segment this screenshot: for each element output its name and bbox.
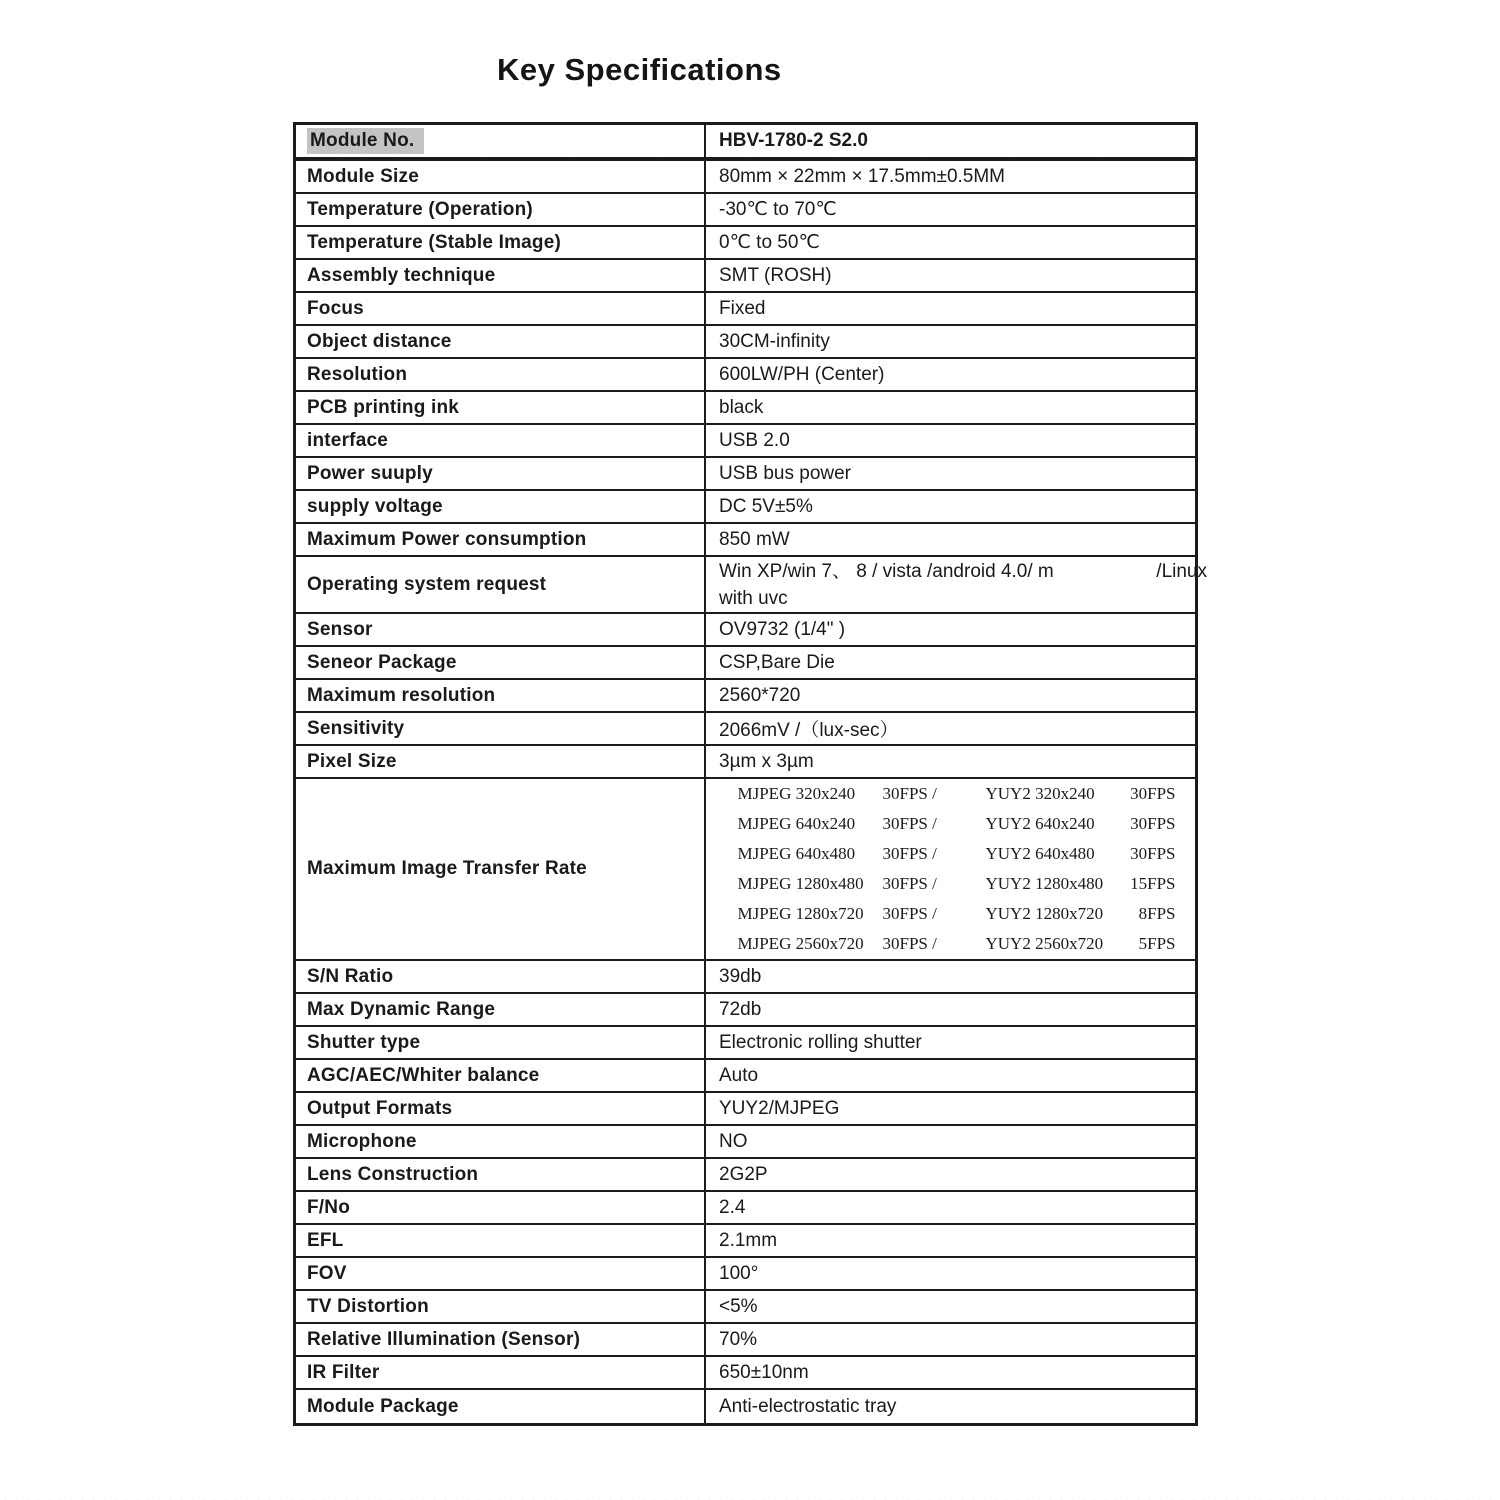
spec-row-interface xyxy=(296,425,1195,458)
spec-row-power-supply xyxy=(296,458,1195,491)
spec-label: IR Filter xyxy=(296,1357,706,1388)
spec-label: Object distance xyxy=(296,326,706,357)
spec-label: Resolution xyxy=(296,359,706,390)
spec-label: Maximum Power consumption xyxy=(296,524,706,555)
spec-value: SMT (ROSH) xyxy=(719,264,832,286)
spec-value: 0℃ to 50℃ xyxy=(719,232,820,253)
spec-label: Shutter type xyxy=(296,1027,706,1058)
spec-value: DC 5V±5% xyxy=(719,495,813,517)
spec-row-os-request xyxy=(296,557,1207,614)
spec-row-max-power xyxy=(296,524,1195,557)
spec-row-shutter-type xyxy=(296,1027,1195,1060)
spec-label: S/N Ratio xyxy=(296,961,706,992)
os-value-line1: Win XP/win 7、 8 / vista /android 4.0/ m /Linux xyxy=(719,560,1207,582)
spec-row-dynamic-range xyxy=(296,994,1195,1027)
spec-value: Electronic rolling shutter xyxy=(719,1031,922,1053)
spec-label: Assembly technique xyxy=(296,260,706,291)
spec-label: supply voltage xyxy=(296,491,706,522)
spec-label: FOV xyxy=(296,1258,706,1289)
spec-value: 3µm x 3µm xyxy=(719,750,814,772)
spec-label xyxy=(296,125,706,157)
spec-row-object-distance xyxy=(296,326,1195,359)
spec-value: -30℃ to 70℃ xyxy=(719,199,837,220)
spec-label: Lens Construction xyxy=(296,1159,706,1190)
spec-row-transfer-rate xyxy=(296,779,1195,961)
spec-label: Power suuply xyxy=(296,458,706,489)
spec-label: PCB printing ink xyxy=(296,392,706,423)
spec-row-tv-distortion xyxy=(296,1291,1195,1324)
spec-value: 100° xyxy=(719,1262,759,1284)
spec-value: <5% xyxy=(719,1295,758,1317)
spec-value: 2.1mm xyxy=(719,1229,778,1251)
spec-row-pixel-size xyxy=(296,746,1195,779)
spec-value: Fixed xyxy=(719,297,766,319)
spec-value: 70% xyxy=(719,1328,758,1350)
spec-value: 2066mV /（lux-sec） xyxy=(719,720,899,741)
spec-label: Sensor xyxy=(296,614,706,645)
spec-value: 2G2P xyxy=(719,1163,768,1185)
spec-label: TV Distortion xyxy=(296,1291,706,1322)
spec-label: interface xyxy=(296,425,706,456)
spec-value: USB 2.0 xyxy=(719,429,790,451)
spec-label: F/No xyxy=(296,1192,706,1223)
spec-label: Max Dynamic Range xyxy=(296,994,706,1025)
spec-row-fov xyxy=(296,1258,1195,1291)
spec-row-sn-ratio xyxy=(296,961,1195,994)
spec-label: Microphone xyxy=(296,1126,706,1157)
spec-value: CSP,Bare Die xyxy=(719,651,835,673)
transfer-rate-line: MJPEG 640x240 30FPS / YUY2 640x240 30FPS xyxy=(737,814,1176,833)
transfer-rate-line: MJPEG 320x240 30FPS / YUY2 320x240 30FPS xyxy=(737,784,1176,803)
spec-value: OV9732 (1/4" ) xyxy=(719,618,846,640)
transfer-rate-line: MJPEG 2560x720 30FPS / YUY2 2560x720 5FPS xyxy=(737,934,1176,953)
spec-value: 650±10nm xyxy=(719,1361,809,1383)
spec-value: 600LW/PH (Center) xyxy=(719,363,885,385)
spec-row-temp-stable xyxy=(296,227,1195,260)
spec-row-module-size xyxy=(296,161,1195,194)
spec-label: Maximum resolution xyxy=(296,680,706,711)
transfer-rate-line: MJPEG 1280x720 30FPS / YUY2 1280x720 8FPS xyxy=(737,904,1176,923)
spec-row-module-no xyxy=(296,125,1195,161)
page-title: Key Specifications xyxy=(497,52,782,87)
spec-label: Operating system request xyxy=(296,557,706,612)
transfer-rate-line: MJPEG 640x480 30FPS / YUY2 640x480 30FPS xyxy=(737,844,1176,863)
spec-row-ir-filter xyxy=(296,1357,1195,1390)
spec-value: 72db xyxy=(719,998,762,1020)
spec-value: 30CM-infinity xyxy=(719,330,830,352)
spec-value: 80mm × 22mm × 17.5mm±0.5MM xyxy=(719,165,1006,187)
spec-row-focus xyxy=(296,293,1195,326)
spec-label: Module Size xyxy=(296,161,706,192)
spec-row-module-package xyxy=(296,1390,1195,1423)
spec-value: 2.4 xyxy=(719,1196,746,1218)
spec-label: Seneor Package xyxy=(296,647,706,678)
spec-value: Auto xyxy=(719,1064,759,1086)
spec-value xyxy=(706,557,1207,612)
spec-label: Relative Illumination (Sensor) xyxy=(296,1324,706,1355)
spec-label: Pixel Size xyxy=(296,746,706,777)
os-value-line2: with uvc xyxy=(719,587,788,609)
spec-value-transfer-rate xyxy=(706,779,1195,959)
spec-label: Temperature (Stable Image) xyxy=(296,227,706,258)
spec-row-efl xyxy=(296,1225,1195,1258)
spec-row-lens-construction xyxy=(296,1159,1195,1192)
spec-label: Focus xyxy=(296,293,706,324)
spec-row-agc-aec-wb xyxy=(296,1060,1195,1093)
spec-row-resolution xyxy=(296,359,1195,392)
spec-label: Temperature (Operation) xyxy=(296,194,706,225)
spec-value: 2560*720 xyxy=(719,684,801,706)
spec-label: EFL xyxy=(296,1225,706,1256)
spec-row-supply-voltage xyxy=(296,491,1195,524)
transfer-rate-line: MJPEG 1280x480 30FPS / YUY2 1280x480 15FPS xyxy=(737,874,1176,893)
spec-value: 850 mW xyxy=(719,528,790,550)
spec-value: USB bus power xyxy=(719,462,852,484)
spec-row-assembly xyxy=(296,260,1195,293)
spec-label: Module Package xyxy=(296,1390,706,1423)
spec-value: black xyxy=(719,396,764,418)
spec-row-sensor-package xyxy=(296,647,1195,680)
spec-label: Output Formats xyxy=(296,1093,706,1124)
spec-value: YUY2/MJPEG xyxy=(719,1097,840,1119)
spec-table xyxy=(293,122,1207,1426)
spec-label: Maximum Image Transfer Rate xyxy=(296,779,706,959)
spec-row-sensor xyxy=(296,614,1195,647)
spec-row-relative-illumination xyxy=(296,1324,1195,1357)
spec-value: NO xyxy=(719,1130,748,1152)
spec-row-fno xyxy=(296,1192,1195,1225)
spec-row-max-resolution xyxy=(296,680,1195,713)
spec-row-pcb-ink xyxy=(296,392,1195,425)
spec-label: AGC/AEC/Whiter balance xyxy=(296,1060,706,1091)
spec-row-output-formats xyxy=(296,1093,1195,1126)
spec-row-sensitivity xyxy=(296,713,1195,746)
spec-value: HBV-1780-2 S2.0 xyxy=(719,130,868,151)
spec-row-temp-operation xyxy=(296,194,1195,227)
spec-value: Anti-electrostatic tray xyxy=(719,1395,897,1417)
highlighted-label-text: Module No. xyxy=(307,128,424,154)
spec-label: Sensitivity xyxy=(296,713,706,744)
spec-row-microphone xyxy=(296,1126,1195,1159)
spec-value: 39db xyxy=(719,965,762,987)
